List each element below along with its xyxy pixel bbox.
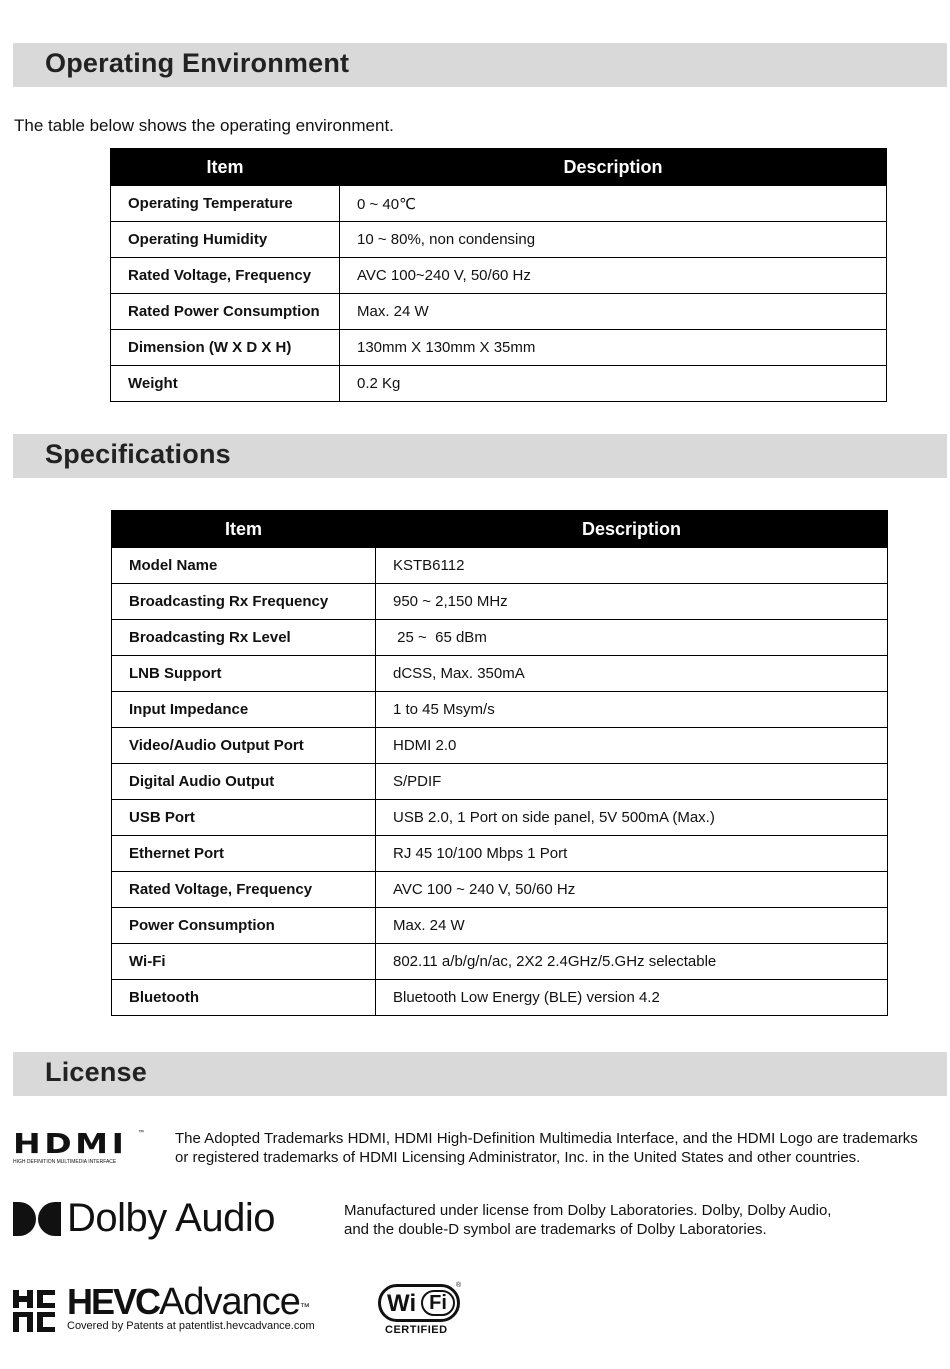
table-row (111, 258, 887, 294)
item-cell: Input Impedance (112, 692, 376, 728)
item-cell: Ethernet Port (112, 836, 376, 872)
hdmi-license-text (175, 1129, 918, 1167)
description-cell: S/PDIF (376, 764, 888, 800)
license-line: The Adopted Trademarks HDMI, HDMI High-Definition Multimedia Interface, and the HDMI Logo are trademarks (175, 1130, 918, 1147)
intro-text: The table below shows the operating environment. (14, 116, 394, 135)
dolby-audio-logo (13, 1196, 303, 1244)
table-row (112, 584, 888, 620)
license-line: Manufactured under license from Dolby Laboratories. Dolby, Dolby Audio, (344, 1202, 832, 1219)
column-header-item: Item (112, 511, 376, 548)
registered-mark: ® (456, 1282, 462, 1289)
hevc-logo-tagline: Covered by Patents at patentlist.hevcadvance.com (67, 1320, 315, 1332)
column-header-description: Description (340, 149, 887, 186)
item-cell: USB Port (112, 800, 376, 836)
table-row (111, 222, 887, 258)
section-title: Operating Environment (45, 48, 350, 78)
wifi-certified-label: CERTIFIED (385, 1324, 448, 1336)
table-row (112, 692, 888, 728)
hdmi-logo-text: HDMI (13, 1127, 128, 1160)
column-header-description: Description (376, 511, 888, 548)
item-cell: Digital Audio Output (112, 764, 376, 800)
table-row (112, 836, 888, 872)
hdmi-logo-tagline: HIGH DEFINITION MULTIMEDIA INTERFACE (13, 1159, 117, 1165)
item-cell: Broadcasting Rx Frequency (112, 584, 376, 620)
description-cell: 0.2 Kg (340, 366, 887, 402)
table-row (112, 764, 888, 800)
item-cell: Model Name (112, 548, 376, 584)
table-row (111, 186, 887, 222)
item-cell: Rated Voltage, Frequency (111, 258, 340, 294)
item-cell: Broadcasting Rx Level (112, 620, 376, 656)
table-header-row (112, 511, 888, 548)
dolby-logo-text: Dolby Audio (67, 1196, 275, 1240)
item-cell: Weight (111, 366, 340, 402)
item-cell: Wi-Fi (112, 944, 376, 980)
item-cell: LNB Support (112, 656, 376, 692)
table-row (112, 944, 888, 980)
description-cell: AVC 100~240 V, 50/60 Hz (340, 258, 887, 294)
table-row (112, 800, 888, 836)
license-line: or registered trademarks of HDMI Licensing Administrator, Inc. in the United States and other countries. (175, 1149, 861, 1166)
license-line: and the double-D symbol are trademarks of Dolby Laboratories. (344, 1221, 767, 1238)
table-header-row (111, 149, 887, 186)
table-row (112, 548, 888, 584)
item-cell: Rated Power Consumption (111, 294, 340, 330)
table-row (112, 872, 888, 908)
description-cell: AVC 100 ~ 240 V, 50/60 Hz (376, 872, 888, 908)
table-row (111, 330, 887, 366)
table-row (111, 366, 887, 402)
wifi-logo-text-wi: Wi (387, 1290, 417, 1317)
description-cell: KSTB6112 (376, 548, 888, 584)
item-cell: Power Consumption (112, 908, 376, 944)
description-cell: RJ 45 10/100 Mbps 1 Port (376, 836, 888, 872)
section-title: License (45, 1057, 147, 1087)
item-cell: Operating Humidity (111, 222, 340, 258)
item-cell: Video/Audio Output Port (112, 728, 376, 764)
hdmi-logo (13, 1127, 148, 1166)
hevc-advance-logo (13, 1276, 323, 1338)
item-cell: Dimension (W X D X H) (111, 330, 340, 366)
description-cell: HDMI 2.0 (376, 728, 888, 764)
table-row (112, 908, 888, 944)
description-cell: Max. 24 W (376, 908, 888, 944)
description-cell: 10 ~ 80%, non condensing (340, 222, 887, 258)
table-row (112, 620, 888, 656)
hevc-logo-light: Advance (159, 1281, 300, 1323)
wifi-logo-badge (378, 1284, 460, 1322)
item-cell: Operating Temperature (111, 186, 340, 222)
item-cell: Bluetooth (112, 980, 376, 1016)
section-header-license (13, 1052, 947, 1096)
section-header-operating-environment (13, 43, 947, 87)
table-row (112, 728, 888, 764)
dolby-license-text (344, 1201, 831, 1239)
item-cell: Rated Voltage, Frequency (112, 872, 376, 908)
specifications-table (111, 510, 888, 1016)
section-header-specifications (13, 434, 947, 478)
description-cell: 1 to 45 Msym/s (376, 692, 888, 728)
hevc-mark-icon (13, 1290, 57, 1332)
description-cell: Max. 24 W (340, 294, 887, 330)
description-cell: 130mm X 130mm X 35mm (340, 330, 887, 366)
operating-environment-table (110, 148, 887, 402)
trademark-mark: ™ (299, 1302, 310, 1313)
description-cell: dCSS, Max. 350mA (376, 656, 888, 692)
section-title: Specifications (45, 439, 231, 469)
description-cell: 25 ~ 65 dBm (376, 620, 888, 656)
description-cell: USB 2.0, 1 Port on side panel, 5V 500mA (Max.) (376, 800, 888, 836)
table-row (111, 294, 887, 330)
description-cell: 0 ~ 40℃ (340, 186, 887, 222)
table-row (112, 656, 888, 692)
wifi-logo-text-fi: Fi (421, 1290, 455, 1316)
dolby-double-d-icon (13, 1202, 61, 1236)
wifi-certified-logo (376, 1282, 466, 1338)
trademark-mark: ™ (138, 1130, 144, 1136)
table-row (112, 980, 888, 1016)
hevc-logo-bold: HEVC (67, 1281, 160, 1322)
column-header-item: Item (111, 149, 340, 186)
description-cell: 950 ~ 2,150 MHz (376, 584, 888, 620)
description-cell: 802.11 a/b/g/n/ac, 2X2 2.4GHz/5.GHz selectable (376, 944, 888, 980)
description-cell: Bluetooth Low Energy (BLE) version 4.2 (376, 980, 888, 1016)
